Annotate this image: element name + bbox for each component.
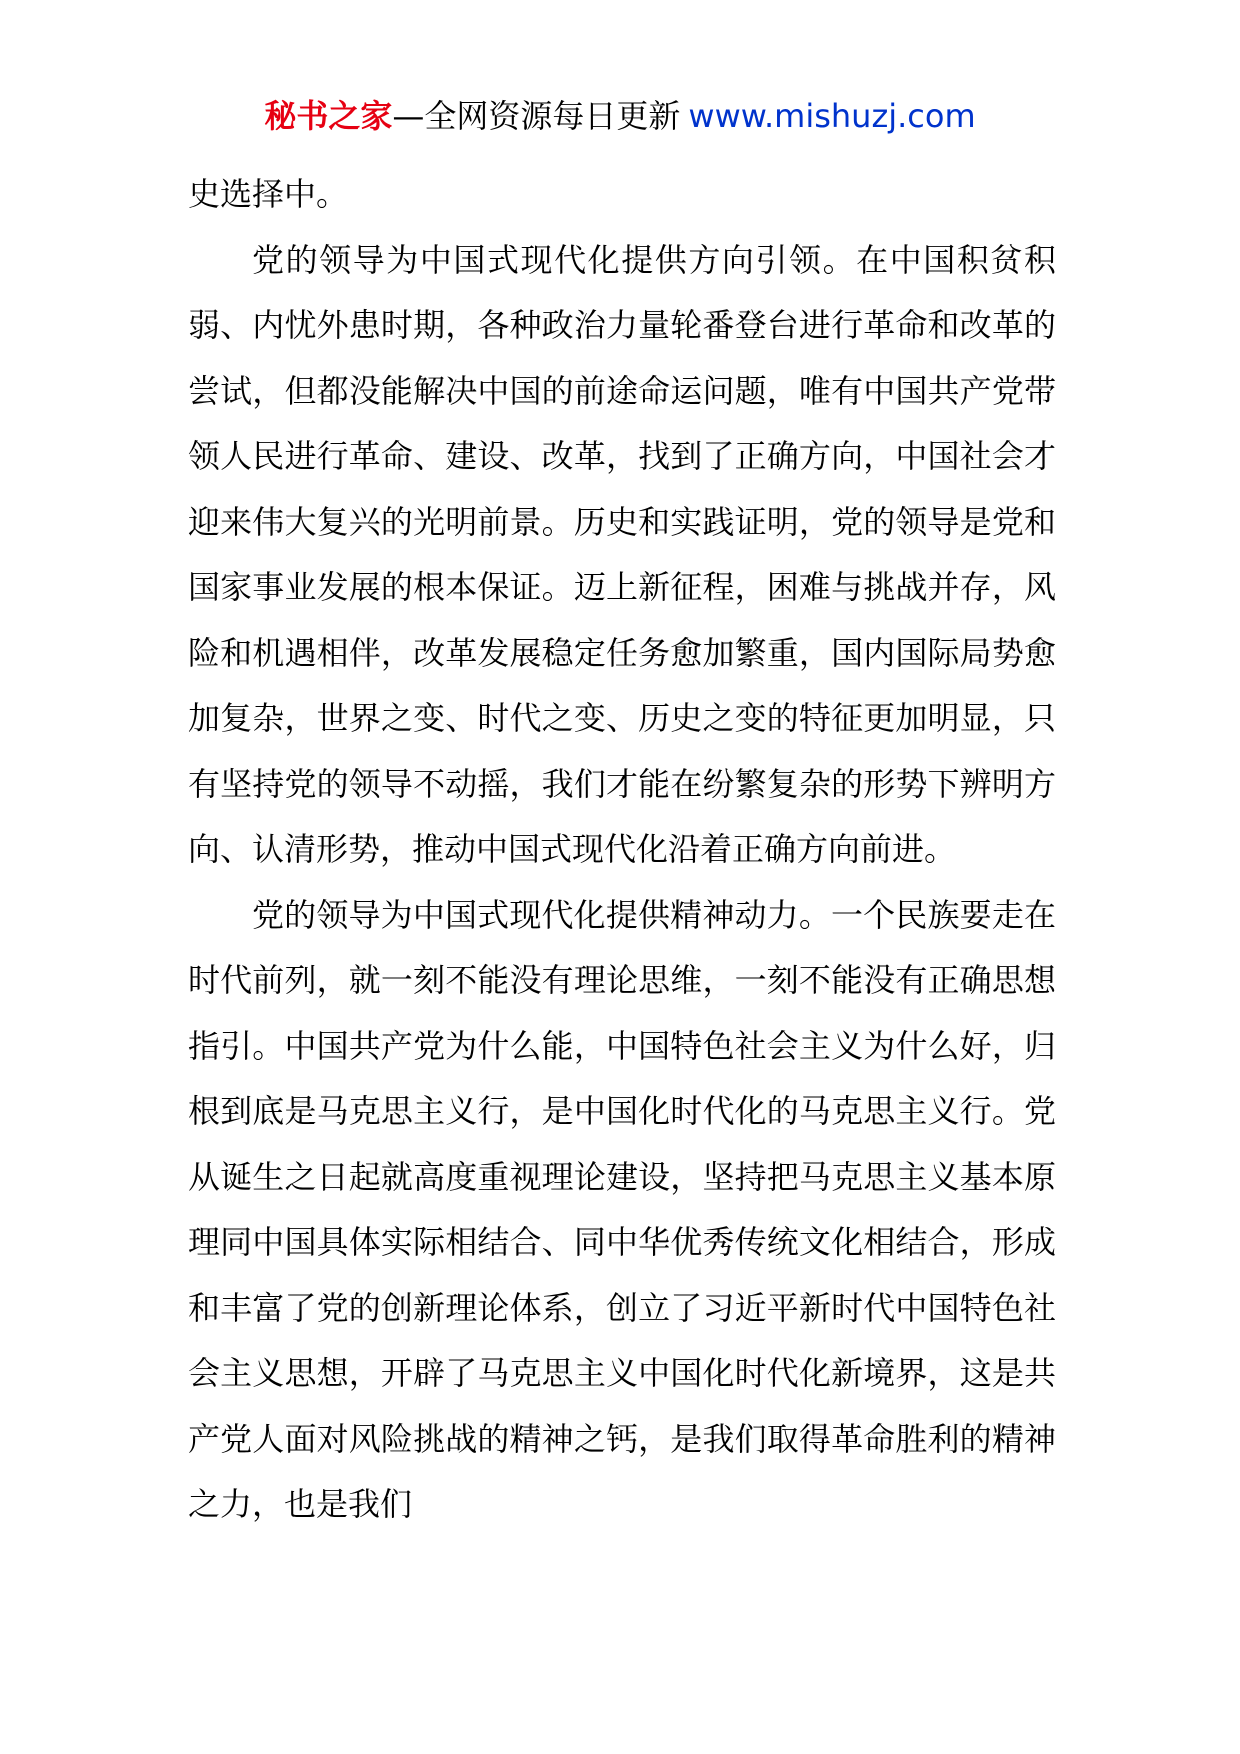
paragraph-spiritual-motivation: 党的领导为中国式现代化提供精神动力。一个民族要走在时代前列，就一刻不能没有理论思维，一刻不能没有正确思想指引。中国共产党为什么能，中国特色社会主义为什么好，归根到底是马克思主义行，是中国化时代化的马克思主义行。党从诞生之日起就高度重视理论建设，坚持把马克思主义基本原理同中国具体实际相结合、同中华优秀传统文化相结合，形成和丰富了党的创新理论体系，创立了习近平新时代中国特色社会主义思想，开辟了马克思主义中国化时代化新境界，这是共产党人面对风险挑战的精神之钙，是我们取得革命胜利的精神之力，也是我们 (188, 895, 1056, 1523)
paragraph-direction-guidance: 党的领导为中国式现代化提供方向引领。在中国积贫积弱、内忧外患时期，各种政治力量轮番登台进行革命和改革的尝试，但都没能解决中国的前途命运问题，唯有中国共产党带领人民进行革命、建设、改革，找到了正确方向，中国社会才迎来伟大复兴的光明前景。历史和实践证明，党的领导是党和国家事业发展的根本保证。迈上新征程，困难与挑战并存，风险和机遇相伴，改革发展稳定任务愈加繁重，国内国际局势愈加复杂，世界之变、时代之变、历史之变的特征更加明显，只有坚持党的领导不动摇，我们才能在纷繁复杂的形势下辨明方向、认清形势，推动中国式现代化沿着正确方向前进。 (188, 240, 1056, 868)
paragraph-continuation: 史选择中。 (188, 175, 349, 213)
site-brand: 秘书之家 (264, 97, 393, 135)
site-tagline: —全网资源每日更新 (392, 97, 681, 135)
site-url-link[interactable]: www.mishuzj.com (688, 97, 976, 135)
document-body (188, 162, 1056, 1538)
site-header (0, 96, 1240, 136)
